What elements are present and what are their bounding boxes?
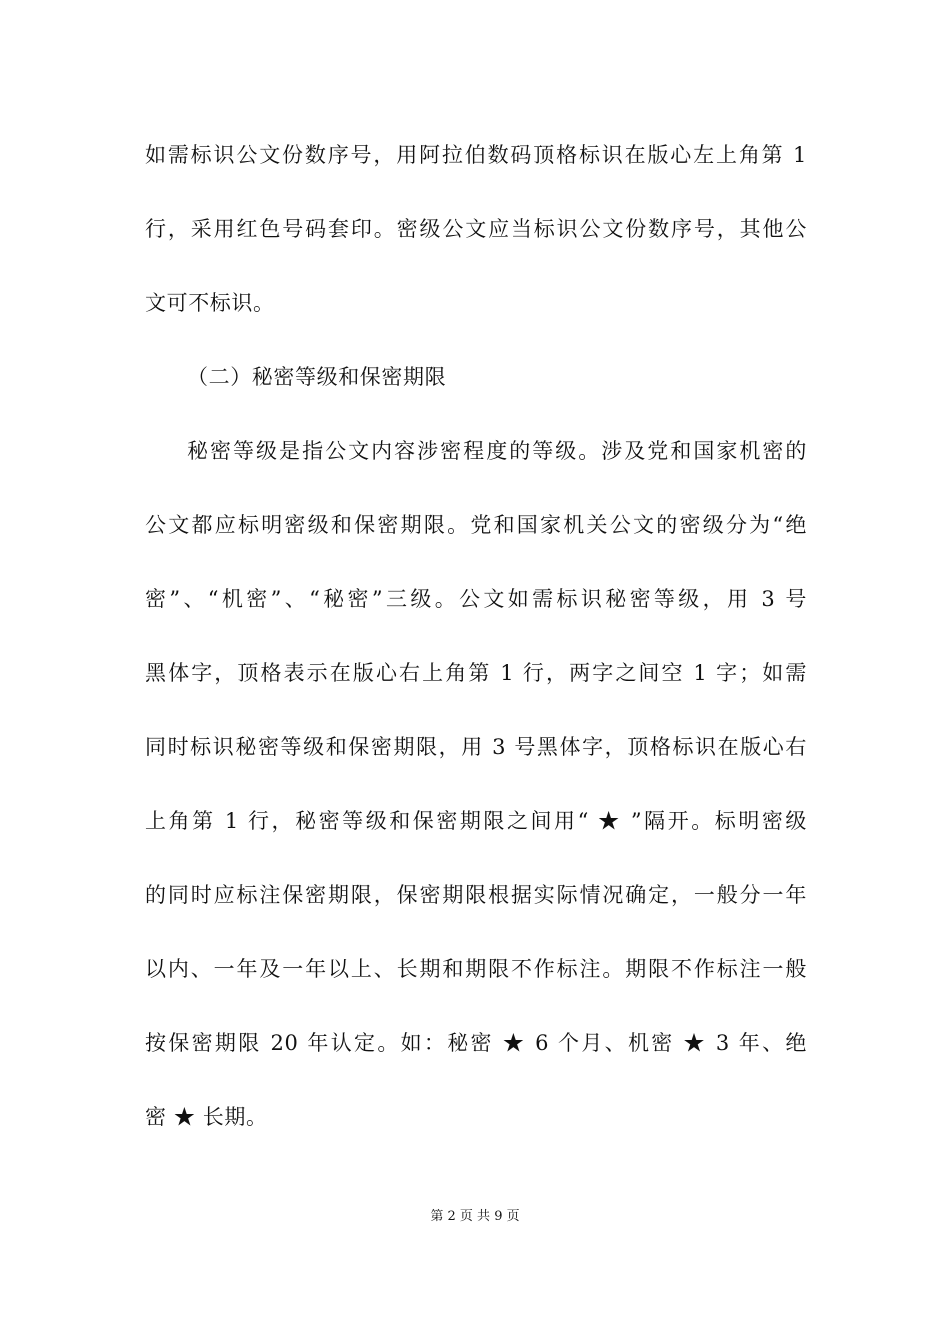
paragraph-1-line-3: 文可不标识。 [145, 291, 275, 315]
paragraph-2-line-6: 上角第 1 行，秘密等级和保密期限之间用“ ★ ”隔开。标明密级 [145, 809, 807, 833]
paragraph-2-line-7: 的同时应标注保密期限，保密期限根据实际情况确定，一般分一年 [145, 883, 807, 907]
page-number-footer: 第 2 页 共 9 页 [430, 1209, 520, 1224]
paragraph-2-line-4: 黑体字，顶格表示在版心右上角第 1 行，两字之间空 1 字；如需 [145, 661, 807, 685]
paragraph-2-line-10: 密 ★ 长期。 [145, 1105, 268, 1129]
paragraph-1-line-2: 行，采用红色号码套印。密级公文应当标识公文份数序号，其他公 [145, 217, 807, 241]
paragraph-2-line-1: 秘密等级是指公文内容涉密程度的等级。涉及党和国家机密的 [187, 439, 807, 463]
section-heading: （二）秘密等级和保密期限 [187, 365, 447, 389]
paragraph-1-line-1: 如需标识公文份数序号，用阿拉伯数码顶格标识在版心左上角第 1 [145, 143, 807, 167]
paragraph-2-line-8: 以内、一年及一年以上、长期和期限不作标注。期限不作标注一般 [145, 957, 807, 981]
paragraph-2-line-3: 密”、“机密”、“秘密”三级。公文如需标识秘密等级，用 3 号 [145, 587, 807, 611]
paragraph-2-line-5: 同时标识秘密等级和保密期限，用 3 号黑体字，顶格标识在版心右 [145, 735, 807, 759]
paragraph-2-line-2: 公文都应标明密级和保密期限。党和国家机关公文的密级分为“绝 [145, 513, 807, 537]
paragraph-2-line-9: 按保密期限 20 年认定。如：秘密 ★ 6 个月、机密 ★ 3 年、绝 [145, 1031, 807, 1055]
